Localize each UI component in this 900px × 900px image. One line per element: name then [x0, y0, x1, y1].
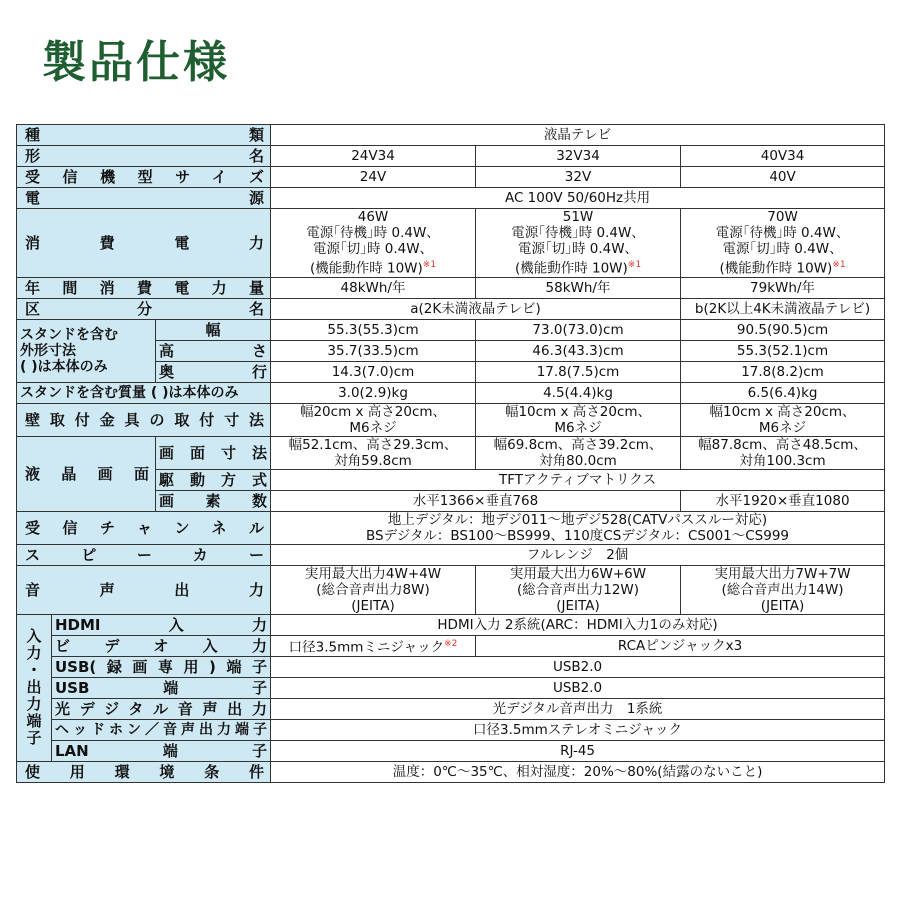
hdmi-label: HDMI入力 [52, 614, 271, 635]
pixels-label: 画素数 [156, 490, 271, 511]
consumption-watts: 51W [562, 209, 594, 225]
consumption-off: 電源｢切｣時 0.4W、 [722, 241, 843, 257]
audio-cell: 実用最大出力7W+7W (総合音声出力14W) (JEITA) [681, 565, 885, 614]
table-row [17, 565, 885, 614]
lan-value: RJ-45 [271, 740, 885, 761]
width-cell: 73.0(73.0)cm [476, 319, 681, 340]
row-label: スピーカー [17, 544, 271, 565]
row-label: 年間消費電力量 [17, 277, 271, 298]
consumption-standby: 電源｢待機｣時 0.4W、 [511, 225, 645, 241]
table-row [17, 436, 885, 469]
optical-value: 光デジタル音声出力 1系統 [271, 698, 885, 719]
depth-cell: 17.8(7.5)cm [476, 361, 681, 382]
table-row [17, 403, 885, 436]
table-row [17, 277, 885, 298]
consumption-cell [476, 209, 681, 278]
annual-cell: 48kWh/年 [271, 277, 476, 298]
power-value: AC 100V 50/60Hz共用 [271, 188, 885, 209]
row-label: 種類 [17, 125, 271, 146]
audio-cell: 実用最大出力4W+4W (総合音声出力8W) (JEITA) [271, 565, 476, 614]
model-cell: 32V34 [476, 146, 681, 167]
row-label: 使用環境条件 [17, 761, 271, 782]
optical-label: 光デジタル音声出力 [52, 698, 271, 719]
consumption-func: (機能動作時 10W) [719, 260, 833, 277]
height-cell: 46.3(43.3)cm [476, 340, 681, 361]
table-row [17, 382, 885, 403]
pixels-cell: 水平1366×垂直768 [271, 490, 681, 511]
headphone-value: 口径3.5mmステレオミニジャック [271, 719, 885, 740]
width-cell: 90.5(90.5)cm [681, 319, 885, 340]
footnote-mark: ※1 [422, 260, 437, 270]
depth-label: 奥行 [156, 361, 271, 382]
height-cell: 35.7(33.5)cm [271, 340, 476, 361]
depth-cell: 17.8(8.2)cm [681, 361, 885, 382]
dimensions-group-label: スタンドを含む 外形寸法 ( )は本体のみ [17, 319, 156, 382]
size-cell: 32V [476, 167, 681, 188]
consumption-standby: 電源｢待機｣時 0.4W、 [715, 225, 850, 241]
io-group-label: 入 力 ・ 出 力 端 子 [17, 614, 52, 761]
row-label: 電源 [17, 188, 271, 209]
table-row [17, 719, 885, 740]
footnote-mark: ※1 [627, 260, 642, 270]
screen-size-cell: 幅52.1cm、高さ29.3cm、 対角59.8cm [271, 436, 476, 469]
table-row [17, 761, 885, 782]
spec-table [16, 124, 885, 783]
table-row [17, 635, 885, 656]
table-row [17, 209, 885, 278]
depth-cell: 14.3(7.0)cm [271, 361, 476, 382]
table-row [17, 544, 885, 565]
mass-cell: 6.5(6.4)kg [681, 382, 885, 403]
annual-cell: 79kWh/年 [681, 277, 885, 298]
drive-label: 駆動方式 [156, 469, 271, 490]
usb-rec-value: USB2.0 [271, 656, 885, 677]
consumption-off: 電源｢切｣時 0.4W、 [312, 241, 434, 257]
height-cell: 55.3(52.1)cm [681, 340, 885, 361]
consumption-standby: 電源｢待機｣時 0.4W、 [306, 225, 440, 241]
table-row [17, 677, 885, 698]
table-row [17, 740, 885, 761]
pixels-cell: 水平1920×垂直1080 [681, 490, 885, 511]
table-row [17, 319, 885, 340]
wall-cell: 幅10cm x 高さ20cm、 M6ネジ [681, 403, 885, 436]
hdmi-value: HDMI入力 2系統(ARC：HDMI入力1のみ対応) [271, 614, 885, 635]
table-row [17, 188, 885, 209]
mass-cell: 4.5(4.4)kg [476, 382, 681, 403]
table-row [17, 125, 885, 146]
mass-cell: 3.0(2.9)kg [271, 382, 476, 403]
category-cell: a(2K未満液晶テレビ) [271, 298, 681, 319]
size-cell: 40V [681, 167, 885, 188]
usb-rec-label: USB(録画専用)端子 [52, 656, 271, 677]
consumption-cell [681, 209, 885, 278]
consumption-func: (機能動作時 10W) [309, 260, 423, 277]
row-label: 形名 [17, 146, 271, 167]
height-label: 高さ [156, 340, 271, 361]
channels-value: 地上デジタル：地デジ011〜地デジ528(CATVパススルー対応) BSデジタル：BS100〜BS999、110度CSデジタル：CS001〜CS999 [271, 511, 885, 544]
consumption-cell [271, 209, 476, 278]
table-row [17, 146, 885, 167]
row-label: 受信チャンネル [17, 511, 271, 544]
speaker-value: フルレンジ 2個 [271, 544, 885, 565]
page-title: 製品仕様 [42, 37, 230, 88]
video-label: ビデオ入力 [52, 635, 271, 656]
wall-cell: 幅10cm x 高さ20cm、 M6ネジ [476, 403, 681, 436]
screen-size-cell: 幅69.8cm、高さ39.2cm、 対角80.0cm [476, 436, 681, 469]
video-cell: 口径3.5mmミニジャック$^{※2}$ [271, 635, 476, 656]
screen-size-label: 画面寸法 [156, 436, 271, 469]
annual-cell: 58kWh/年 [476, 277, 681, 298]
usb-value: USB2.0 [271, 677, 885, 698]
row-label: 区分名 [17, 298, 271, 319]
model-cell: 24V34 [271, 146, 476, 167]
environment-value: 温度：0℃〜35℃、相対湿度：20%〜80%(結露のないこと) [271, 761, 885, 782]
table-row [17, 656, 885, 677]
consumption-watts: 46W [357, 209, 389, 225]
headphone-label: ヘッドホン／音声出力端子 [52, 719, 271, 740]
model-cell: 40V34 [681, 146, 885, 167]
consumption-func: (機能動作時 10W) [514, 260, 628, 277]
category-cell: b(2K以上4K未満液晶テレビ) [681, 298, 885, 319]
row-label: 音声出力 [17, 565, 271, 614]
audio-cell: 実用最大出力6W+6W (総合音声出力12W) (JEITA) [476, 565, 681, 614]
table-row [17, 167, 885, 188]
lan-label: LAN端子 [52, 740, 271, 761]
width-label: 幅 [156, 319, 271, 340]
screen-size-cell: 幅87.8cm、高さ48.5cm、 対角100.3cm [681, 436, 885, 469]
type-value: 液晶テレビ [271, 125, 885, 146]
wall-cell: 幅20cm x 高さ20cm、 M6ネジ [271, 403, 476, 436]
table-row [17, 511, 885, 544]
row-label: 受信機型サイズ [17, 167, 271, 188]
footnote-mark: ※2 [444, 638, 458, 649]
consumption-watts: 70W [767, 209, 798, 225]
drive-value: TFTアクティブマトリクス [271, 469, 885, 490]
table-row [17, 298, 885, 319]
size-cell: 24V [271, 167, 476, 188]
row-label: 壁取付金具の取付寸法 [17, 403, 271, 436]
consumption-off: 電源｢切｣時 0.4W、 [517, 241, 639, 257]
width-cell: 55.3(55.3)cm [271, 319, 476, 340]
usb-label: USB端子 [52, 677, 271, 698]
row-label: 消費電力 [17, 209, 271, 278]
footnote-mark: ※1 [832, 260, 846, 270]
lcd-group-label: 液晶画面 [17, 436, 156, 511]
table-row [17, 614, 885, 635]
table-row [17, 698, 885, 719]
row-label: スタンドを含む質量 ( )は本体のみ [17, 382, 271, 403]
video-cell: RCAピンジャックx3 [476, 635, 885, 656]
